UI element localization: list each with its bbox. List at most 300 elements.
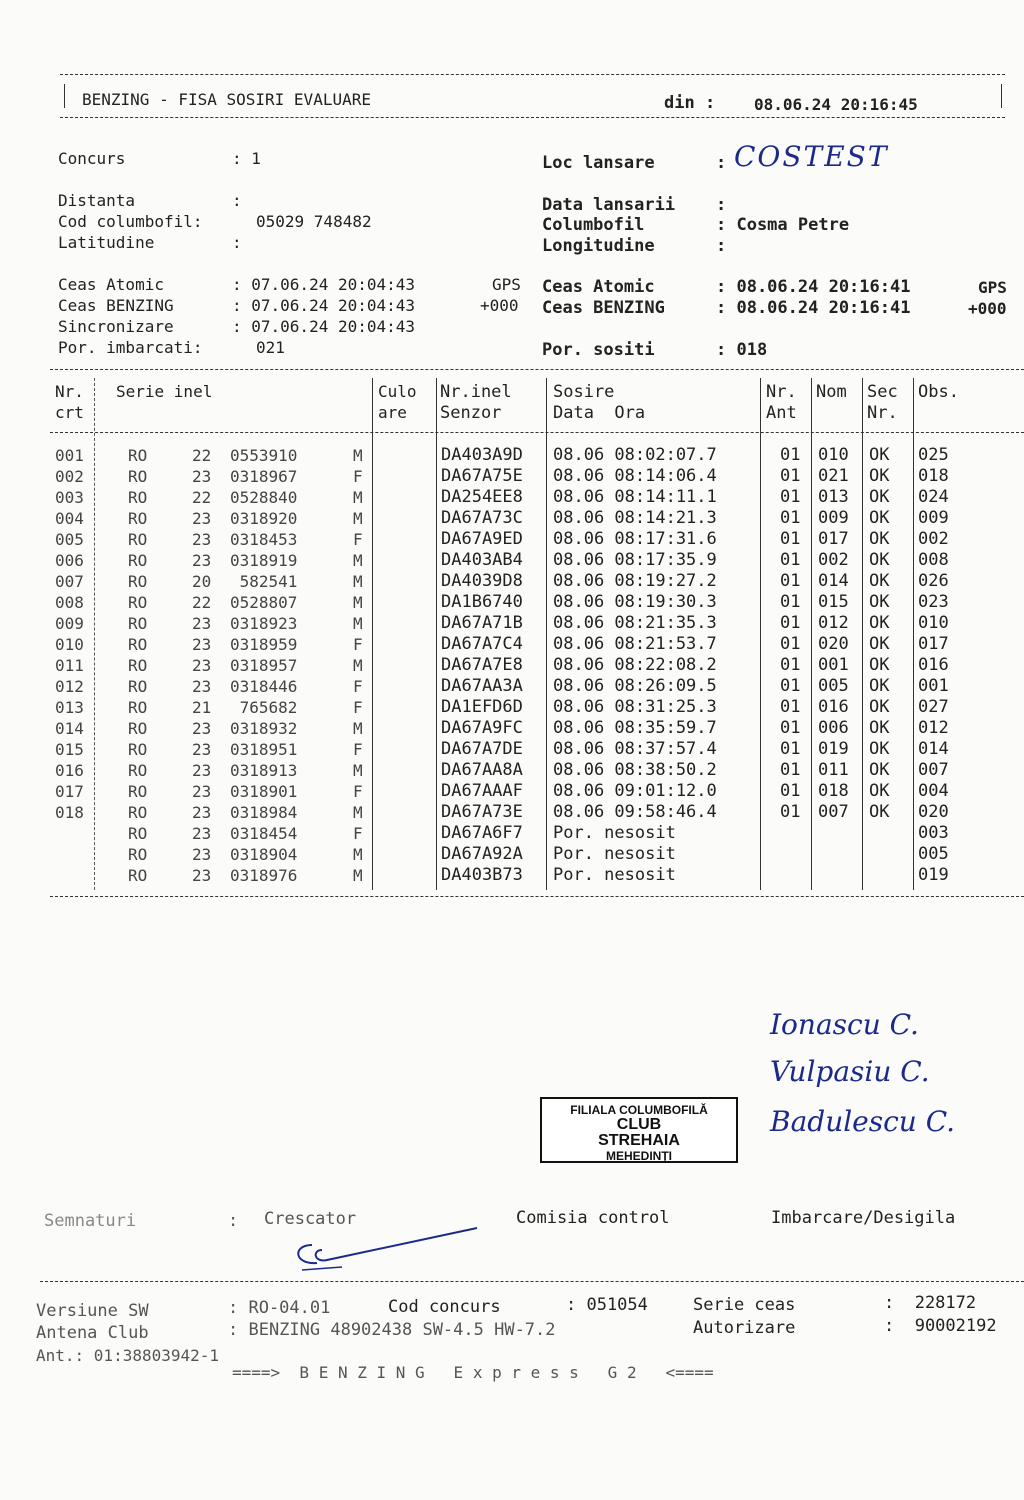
signature-1: Ionascu C. — [770, 1008, 919, 1041]
cell-obs: 003 — [918, 823, 949, 843]
cell-nr-crt: 008 — [55, 593, 84, 612]
longitudine-sep: : — [716, 236, 727, 256]
cell-ring-number: 0318951 — [230, 740, 298, 759]
header-nr: Nr. — [55, 382, 84, 401]
cell-sec: OK — [869, 802, 890, 822]
cell-sec: OK — [869, 550, 890, 570]
cell-antenna: 01 — [780, 676, 801, 696]
cell-year: 23 — [192, 761, 212, 780]
cell-antenna: 01 — [780, 697, 801, 717]
ceas-atomic2-gps: GPS — [978, 278, 1007, 297]
serie-ceas-label: Serie ceas — [693, 1295, 796, 1315]
cell-arrival: 08.06 09:58:46.4 — [553, 802, 717, 822]
cell-sex: M — [353, 572, 363, 591]
distanta-label: Distanta — [58, 191, 136, 210]
ceas-benzing-value: : 07.06.24 20:04:43 — [232, 296, 416, 315]
cell-ring-number: 0318957 — [230, 656, 298, 675]
signature-3: Badulescu C. — [770, 1105, 956, 1138]
cell-arrival: 08.06 08:17:31.6 — [553, 529, 717, 549]
cell-year: 23 — [192, 845, 212, 864]
cell-ring-number: 0528807 — [230, 593, 298, 612]
cell-nom: 002 — [818, 550, 849, 570]
cell-nr-crt: 018 — [55, 803, 84, 822]
table-row — [0, 571, 1024, 592]
cell-antenna: 01 — [780, 529, 801, 549]
cell-arrival: 08.06 09:01:12.0 — [553, 781, 717, 801]
columbofil-label: Columbofil — [542, 215, 645, 235]
table-row — [0, 445, 1024, 466]
cell-country: RO — [128, 614, 148, 633]
cell-antenna: 01 — [780, 655, 801, 675]
cell-sensor-id: DA67A7E8 — [441, 655, 523, 675]
cell-ring-number: 582541 — [230, 572, 298, 591]
cell-obs: 023 — [918, 592, 949, 612]
sincronizare-value: : 07.06.24 20:04:43 — [232, 317, 416, 336]
cell-arrival: 08.06 08:14:21.3 — [553, 508, 717, 528]
cell-antenna: 01 — [780, 634, 801, 654]
cell-antenna: 01 — [780, 718, 801, 738]
cell-sex: M — [353, 866, 363, 885]
cell-ring-number: 0318901 — [230, 782, 298, 801]
cell-nom: 006 — [818, 718, 849, 738]
cell-year: 22 — [192, 593, 212, 612]
cell-year: 23 — [192, 635, 212, 654]
cell-antenna: 01 — [780, 550, 801, 570]
cell-year: 22 — [192, 446, 212, 465]
cell-nr-crt: 004 — [55, 509, 84, 528]
table-row — [0, 676, 1024, 697]
cell-nom: 007 — [818, 802, 849, 822]
antena-value: : BENZING 48902438 SW-4.5 HW-7.2 — [228, 1320, 556, 1340]
cell-antenna: 01 — [780, 802, 801, 822]
cell-country: RO — [128, 488, 148, 507]
cell-sec: OK — [869, 781, 890, 801]
cell-sex: F — [353, 677, 363, 696]
cell-arrival: 08.06 08:26:09.5 — [553, 676, 717, 696]
cell-obs: 024 — [918, 487, 949, 507]
cod-columbofil-label: Cod columbofil: — [58, 212, 203, 231]
cell-obs: 017 — [918, 634, 949, 654]
cell-country: RO — [128, 530, 148, 549]
cell-year: 23 — [192, 614, 212, 633]
sincronizare-label: Sincronizare — [58, 317, 174, 336]
cell-sec: OK — [869, 676, 890, 696]
cell-country: RO — [128, 551, 148, 570]
cod-concurs-value: : 051054 — [566, 1295, 648, 1315]
cell-obs: 016 — [918, 655, 949, 675]
cell-year: 23 — [192, 740, 212, 759]
imbarcati-label: Por. imbarcati: — [58, 338, 203, 357]
cell-ring-number: 0318920 — [230, 509, 298, 528]
cell-sex: M — [353, 761, 363, 780]
cell-nr-crt: 017 — [55, 782, 84, 801]
cell-nom: 020 — [818, 634, 849, 654]
cell-nom: 014 — [818, 571, 849, 591]
table-row — [0, 508, 1024, 529]
cell-arrival: 08.06 08:14:06.4 — [553, 466, 717, 486]
cell-nr-crt: 003 — [55, 488, 84, 507]
cell-sec: OK — [869, 655, 890, 675]
cell-year: 23 — [192, 803, 212, 822]
cell-country: RO — [128, 698, 148, 717]
cell-nr-crt: 009 — [55, 614, 84, 633]
cell-sex: M — [353, 551, 363, 570]
cell-obs: 010 — [918, 613, 949, 633]
header-nr-inel: Nr.inel — [440, 382, 512, 402]
data-lansarii-label: Data lansarii — [542, 195, 676, 215]
cell-year: 22 — [192, 488, 212, 507]
cell-sensor-id: DA67AA8A — [441, 760, 523, 780]
stamp-line-3: STREHAIA — [598, 1132, 680, 1150]
cell-sex: M — [353, 845, 363, 864]
cell-ring-number: 0318976 — [230, 866, 298, 885]
cell-sex: M — [353, 593, 363, 612]
cell-arrival: 08.06 08:02:07.7 — [553, 445, 717, 465]
cell-arrival: 08.06 08:21:35.3 — [553, 613, 717, 633]
stamp-line-1: FILIALA COLUMBOFILĂ — [570, 1103, 708, 1117]
cell-sec: OK — [869, 718, 890, 738]
cell-sec: OK — [869, 634, 890, 654]
table-row — [0, 781, 1024, 802]
cell-sec: OK — [869, 697, 890, 717]
cell-nom: 011 — [818, 760, 849, 780]
header-senzor: Senzor — [440, 403, 502, 423]
cell-obs: 020 — [918, 802, 949, 822]
stamp-line-2: CLUB — [616, 1115, 662, 1133]
cell-year: 23 — [192, 551, 212, 570]
cell-country: RO — [128, 446, 148, 465]
ceas-atomic2-label: Ceas Atomic — [542, 277, 655, 297]
cell-year: 23 — [192, 719, 212, 738]
cell-arrival: 08.06 08:35:59.7 — [553, 718, 717, 738]
cell-sex: M — [353, 488, 363, 507]
din-label: din : — [664, 93, 716, 113]
versiune-value: : RO-04.01 — [228, 1298, 331, 1318]
cell-nr-crt: 010 — [55, 635, 84, 654]
express-banner: ====> B E N Z I N G E x p r e s s G 2 <==== — [232, 1363, 714, 1382]
cell-country: RO — [128, 635, 148, 654]
cell-obs: 012 — [918, 718, 949, 738]
cell-nr-crt: 005 — [55, 530, 84, 549]
crescator-signature-icon — [282, 1225, 482, 1275]
cell-arrival: Por. nesosit — [553, 823, 676, 843]
cell-sensor-id: DA67A92A — [441, 844, 523, 864]
table-row — [0, 466, 1024, 487]
cell-arrival: Por. nesosit — [553, 865, 676, 885]
cell-antenna: 01 — [780, 592, 801, 612]
antena-label: Antena Club — [36, 1323, 149, 1343]
cell-nom: 016 — [818, 697, 849, 717]
cell-sensor-id: DA67AA3A — [441, 676, 523, 696]
cell-antenna: 01 — [780, 760, 801, 780]
cell-antenna: 01 — [780, 508, 801, 528]
cell-obs: 004 — [918, 781, 949, 801]
cell-sec: OK — [869, 739, 890, 759]
table-row — [0, 760, 1024, 781]
imbarcati-value: 021 — [256, 338, 285, 357]
header-serie-inel: Serie inel — [116, 382, 213, 401]
cod-concurs-label: Cod concurs — [388, 1297, 501, 1317]
cell-ring-number: 0318913 — [230, 761, 298, 780]
cell-sec: OK — [869, 571, 890, 591]
ceas-benzing2-label: Ceas BENZING — [542, 298, 665, 318]
cell-ring-number: 0318446 — [230, 677, 298, 696]
cell-sex: M — [353, 509, 363, 528]
cell-arrival: 08.06 08:37:57.4 — [553, 739, 717, 759]
cell-antenna: 01 — [780, 487, 801, 507]
cell-ring-number: 0318967 — [230, 467, 298, 486]
cell-arrival: 08.06 08:19:27.2 — [553, 571, 717, 591]
cell-antenna: 01 — [780, 613, 801, 633]
cell-nr-crt: 011 — [55, 656, 84, 675]
cell-sec: OK — [869, 613, 890, 633]
cell-country: RO — [128, 782, 148, 801]
cell-ring-number: 0318959 — [230, 635, 298, 654]
cell-sex: F — [353, 635, 363, 654]
serie-ceas-value: : 228172 — [884, 1293, 977, 1313]
autorizare-label: Autorizare — [693, 1318, 796, 1338]
cell-nr-crt: 006 — [55, 551, 84, 570]
cell-antenna: 01 — [780, 739, 801, 759]
cell-sex: M — [353, 614, 363, 633]
header-nr-ant-2: Ant — [766, 403, 797, 423]
din-value: 08.06.24 20:16:45 — [754, 95, 918, 114]
cell-sec: OK — [869, 760, 890, 780]
cell-antenna: 01 — [780, 445, 801, 465]
loc-sep: : — [716, 153, 727, 173]
cell-nr-crt: 001 — [55, 446, 84, 465]
cell-country: RO — [128, 509, 148, 528]
ceas-benzing-offset: +000 — [480, 296, 519, 315]
cell-country: RO — [128, 677, 148, 696]
cell-nom: 010 — [818, 445, 849, 465]
cell-year: 20 — [192, 572, 212, 591]
ceas-benzing2-value: : 08.06.24 20:16:41 — [716, 298, 911, 318]
cell-sex: F — [353, 530, 363, 549]
cell-year: 23 — [192, 509, 212, 528]
cell-obs: 002 — [918, 529, 949, 549]
cell-country: RO — [128, 740, 148, 759]
sositi-label: Por. sositi — [542, 340, 655, 360]
cell-nr-crt: 013 — [55, 698, 84, 717]
header-nom: Nom — [816, 382, 847, 402]
table-row — [0, 823, 1024, 844]
latitudine-label: Latitudine — [58, 233, 155, 252]
table-row — [0, 844, 1024, 865]
semnaturi-sep: : — [228, 1211, 239, 1231]
cell-country: RO — [128, 866, 148, 885]
header-nr-ant-1: Nr. — [766, 382, 797, 402]
header-sec-1: Sec — [867, 382, 898, 402]
ceas-atomic-label: Ceas Atomic — [58, 275, 164, 294]
cell-sec: OK — [869, 487, 890, 507]
cell-sec: OK — [869, 445, 890, 465]
loc-value-handwritten: COSTEST — [734, 140, 889, 173]
sositi-value: : 018 — [716, 340, 768, 360]
table-row — [0, 655, 1024, 676]
cell-sensor-id: DA1B6740 — [441, 592, 523, 612]
cell-sensor-id: DA403AB4 — [441, 550, 523, 570]
cell-ring-number: 0318984 — [230, 803, 298, 822]
cell-sex: M — [353, 803, 363, 822]
cell-sensor-id: DA67A75E — [441, 466, 523, 486]
cell-nom: 021 — [818, 466, 849, 486]
cell-arrival: Por. nesosit — [553, 844, 676, 864]
cell-ring-number: 0528840 — [230, 488, 298, 507]
cell-obs: 009 — [918, 508, 949, 528]
columbofil-value: : Cosma Petre — [716, 215, 850, 235]
ceas-atomic-gps: GPS — [492, 275, 521, 294]
cell-arrival: 08.06 08:19:30.3 — [553, 592, 717, 612]
cell-sensor-id: DA403B73 — [441, 865, 523, 885]
ceas-atomic-value: : 07.06.24 20:04:43 — [232, 275, 416, 294]
cell-arrival: 08.06 08:17:35.9 — [553, 550, 717, 570]
cell-obs: 005 — [918, 844, 949, 864]
table-row — [0, 613, 1024, 634]
header-crt: crt — [55, 403, 84, 422]
report-title: BENZING - FISA SOSIRI EVALUARE — [82, 90, 371, 109]
cell-sensor-id: DA254EE8 — [441, 487, 523, 507]
cell-sensor-id: DA67A73C — [441, 508, 523, 528]
comisia-label: Comisia control — [516, 1208, 670, 1228]
cod-columbofil-value: 05029 748482 — [256, 212, 372, 231]
cell-sec: OK — [869, 529, 890, 549]
table-row — [0, 739, 1024, 760]
cell-sex: M — [353, 719, 363, 738]
cell-sec: OK — [869, 508, 890, 528]
cell-sex: M — [353, 446, 363, 465]
cell-arrival: 08.06 08:38:50.2 — [553, 760, 717, 780]
cell-year: 23 — [192, 677, 212, 696]
ceas-atomic2-value: : 08.06.24 20:16:41 — [716, 277, 911, 297]
cell-sex: F — [353, 824, 363, 843]
cell-sex: F — [353, 740, 363, 759]
cell-year: 23 — [192, 866, 212, 885]
cell-antenna: 01 — [780, 781, 801, 801]
cell-ring-number: 0318932 — [230, 719, 298, 738]
table-row — [0, 529, 1024, 550]
cell-obs: 014 — [918, 739, 949, 759]
cell-sensor-id: DA1EFD6D — [441, 697, 523, 717]
cell-obs: 027 — [918, 697, 949, 717]
table-row — [0, 550, 1024, 571]
table-row — [0, 634, 1024, 655]
cell-ring-number: 0318454 — [230, 824, 298, 843]
cell-sensor-id: DA67A9FC — [441, 718, 523, 738]
cell-sensor-id: DA403A9D — [441, 445, 523, 465]
table-row — [0, 487, 1024, 508]
cell-sex: M — [353, 656, 363, 675]
cell-ring-number: 0318923 — [230, 614, 298, 633]
cell-year: 23 — [192, 467, 212, 486]
cell-year: 23 — [192, 782, 212, 801]
concurs-value: : 1 — [232, 149, 261, 168]
cell-nr-crt: 016 — [55, 761, 84, 780]
cell-nom: 017 — [818, 529, 849, 549]
cell-arrival: 08.06 08:21:53.7 — [553, 634, 717, 654]
cell-obs: 019 — [918, 865, 949, 885]
cell-obs: 001 — [918, 676, 949, 696]
cell-country: RO — [128, 824, 148, 843]
longitudine-label: Longitudine — [542, 236, 655, 256]
table-row — [0, 718, 1024, 739]
crescator-label: Crescator — [264, 1209, 357, 1229]
cell-sensor-id: DA67A9ED — [441, 529, 523, 549]
cell-sensor-id: DA67A73E — [441, 802, 523, 822]
cell-sec: OK — [869, 592, 890, 612]
cell-sensor-id: DA4039D8 — [441, 571, 523, 591]
cell-nom: 012 — [818, 613, 849, 633]
table-row — [0, 802, 1024, 823]
cell-obs: 025 — [918, 445, 949, 465]
header-culoare-1: Culo — [378, 382, 417, 401]
cell-sensor-id: DA67A7C4 — [441, 634, 523, 654]
table-row — [0, 865, 1024, 886]
cell-ring-number: 0318904 — [230, 845, 298, 864]
cell-arrival: 08.06 08:31:25.3 — [553, 697, 717, 717]
concurs-label: Concurs — [58, 149, 126, 168]
semnaturi-label: Semnaturi — [44, 1211, 137, 1231]
ceas-benzing-label: Ceas BENZING — [58, 296, 174, 315]
cell-nr-crt: 014 — [55, 719, 84, 738]
cell-obs: 008 — [918, 550, 949, 570]
latitudine-sep: : — [232, 233, 242, 252]
cell-year: 21 — [192, 698, 212, 717]
cell-year: 23 — [192, 530, 212, 549]
antenna-id: Ant.: 01:38803942-1 — [36, 1346, 220, 1365]
cell-nom: 009 — [818, 508, 849, 528]
cell-country: RO — [128, 593, 148, 612]
cell-nom: 019 — [818, 739, 849, 759]
cell-ring-number: 0318453 — [230, 530, 298, 549]
cell-country: RO — [128, 803, 148, 822]
cell-country: RO — [128, 656, 148, 675]
header-data-ora: Data Ora — [553, 403, 646, 423]
cell-year: 23 — [192, 656, 212, 675]
cell-nom: 015 — [818, 592, 849, 612]
cell-country: RO — [128, 719, 148, 738]
cell-sec: OK — [869, 466, 890, 486]
cell-sensor-id: DA67AAAF — [441, 781, 523, 801]
header-obs: Obs. — [918, 382, 959, 402]
cell-sensor-id: DA67A71B — [441, 613, 523, 633]
cell-nom: 018 — [818, 781, 849, 801]
cell-sex: F — [353, 782, 363, 801]
table-row — [0, 592, 1024, 613]
cell-antenna: 01 — [780, 571, 801, 591]
cell-antenna: 01 — [780, 466, 801, 486]
cell-arrival: 08.06 08:14:11.1 — [553, 487, 717, 507]
imbarcare-label: Imbarcare/Desigila — [771, 1208, 956, 1228]
cell-nom: 013 — [818, 487, 849, 507]
cell-year: 23 — [192, 824, 212, 843]
header-sec-2: Nr. — [867, 403, 898, 423]
cell-country: RO — [128, 761, 148, 780]
cell-nom: 005 — [818, 676, 849, 696]
cell-obs: 007 — [918, 760, 949, 780]
signature-2: Vulpasiu C. — [770, 1055, 930, 1088]
versiune-label: Versiune SW — [36, 1301, 149, 1321]
cell-sensor-id: DA67A7DE — [441, 739, 523, 759]
header-culoare-2: are — [378, 403, 407, 422]
cell-country: RO — [128, 845, 148, 864]
stamp-line-4: MEHEDINȚI — [606, 1149, 672, 1164]
cell-country: RO — [128, 467, 148, 486]
cell-nr-crt: 015 — [55, 740, 84, 759]
cell-obs: 018 — [918, 466, 949, 486]
club-stamp — [540, 1097, 738, 1163]
distanta-sep: : — [232, 191, 242, 210]
